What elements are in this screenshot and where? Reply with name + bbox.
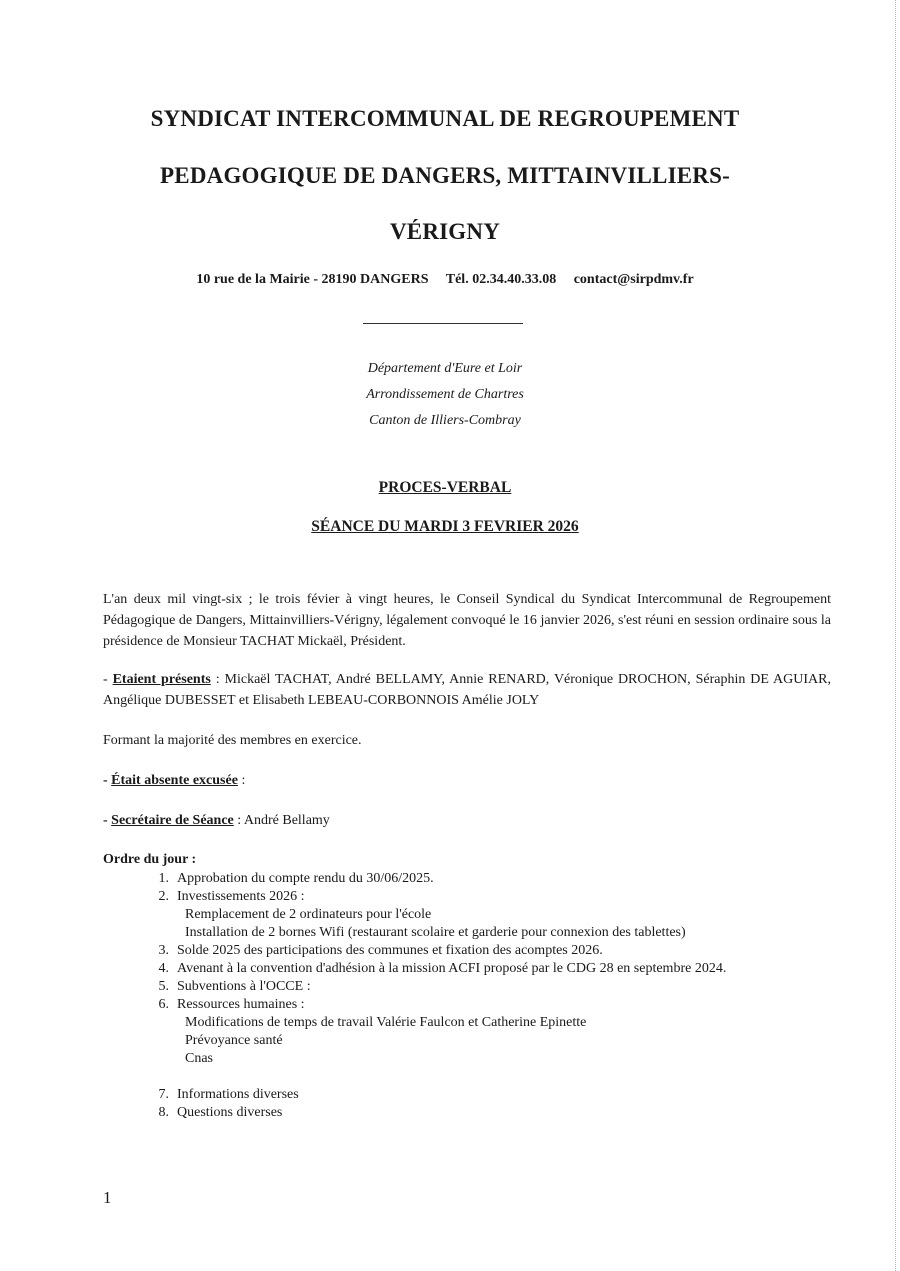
ordre-du-jour-title: Ordre du jour : — [103, 852, 197, 867]
agenda-subitem: Installation de 2 bornes Wifi (restaurant scolaire et garderie pour connexion des tablettes) — [185, 925, 686, 940]
absente-label: Était absente excusée — [111, 773, 238, 788]
address: 10 rue de la Mairie - 28190 DANGERS — [196, 272, 429, 287]
agenda-subitem: Remplacement de 2 ordinateurs pour l'école — [185, 907, 432, 922]
email: contact@sirpdmv.fr — [573, 272, 694, 287]
agenda-num: 3. — [158, 943, 169, 958]
agenda-item-6 — [103, 996, 831, 1014]
agenda-item-5 — [103, 978, 831, 996]
presents-text: : Mickaël TACHAT, André BELLAMY, Annie RENARD, Véronique DROCHON, Séraphin DE AGUIAR, Angélique DUBESSET et Elisabeth LEBEAU-CORBONNOIS Amélie JOLY — [103, 672, 831, 708]
agenda-num: 6. — [158, 997, 169, 1012]
agenda-item-7 — [103, 1086, 831, 1104]
intro-paragraph: L'an deux mil vingt-six ; le trois févier à vingt heures, le Conseil Syndical du Syndicat Intercommunal de Regroupement Pédagogique de Dangers, Mittainvilliers-Vérigny, légalement convoqué le 16 janvier 2026, s'est réuni en session ordinaire sous la présidence de Monsieur TACHAT Mickaël, Président. — [103, 592, 831, 649]
agenda-label: Ressources humaines : — [177, 997, 305, 1012]
absente-line — [103, 773, 245, 789]
title-line-3: VÉRIGNY — [389, 219, 501, 244]
majorite-line: Formant la majorité des membres en exercice. — [103, 733, 362, 748]
agenda-num: 1. — [158, 871, 169, 886]
presents-prefix: - — [103, 672, 113, 687]
agenda-label: Subventions à l'OCCE : — [177, 979, 311, 994]
heading-proces-verbal: PROCES-VERBAL — [378, 479, 512, 496]
presents-label: Etaient présents — [112, 672, 211, 687]
phone: Tél. 02.34.40.33.08 — [445, 272, 557, 287]
agenda-num: 5. — [158, 979, 169, 994]
absente-text: : — [237, 773, 246, 788]
agenda-subitem: Cnas — [185, 1051, 213, 1066]
agenda-num: 8. — [158, 1105, 169, 1120]
agenda-num: 7. — [158, 1087, 169, 1102]
agenda-list — [103, 870, 831, 1122]
secretaire-text: : André Bellamy — [233, 813, 330, 828]
agenda-item-1 — [103, 870, 831, 888]
agenda-num: 4. — [158, 961, 169, 976]
canton: Canton de Illiers-Combray — [369, 413, 521, 428]
agenda-label: Questions diverses — [177, 1105, 283, 1120]
agenda-subitem: Modifications de temps de travail Valérie Faulcon et Catherine Epinette — [185, 1015, 587, 1030]
agenda-item-3 — [103, 942, 831, 960]
secretaire-prefix: - — [103, 813, 112, 828]
page-number: 1 — [103, 1188, 112, 1207]
heading-seance: SÉANCE DU MARDI 3 FEVRIER 2026 — [311, 518, 579, 535]
secretaire-line — [103, 813, 330, 829]
agenda-num: 2. — [158, 889, 169, 904]
agenda-label: Informations diverses — [177, 1087, 299, 1102]
arrondissement: Arrondissement de Chartres — [366, 387, 524, 402]
scan-edge-line — [894, 0, 896, 1271]
departement: Département d'Eure et Loir — [367, 361, 523, 376]
agenda-item-8 — [103, 1104, 831, 1122]
agenda-item-2 — [103, 888, 831, 906]
agenda-label: Approbation du compte rendu du 30/06/2025. — [177, 871, 434, 886]
agenda-item-4 — [103, 960, 831, 978]
agenda-label: Avenant à la convention d'adhésion à la mission ACFI proposé par le CDG 28 en septembre 2024. — [177, 961, 727, 976]
agenda-label: Solde 2025 des participations des communes et fixation des acomptes 2026. — [177, 943, 603, 958]
separator-rule — [363, 323, 523, 324]
agenda-subitem: Prévoyance santé — [185, 1033, 283, 1048]
title-line-2: PEDAGOGIQUE DE DANGERS, MITTAINVILLIERS- — [160, 163, 730, 188]
title-line-1: SYNDICAT INTERCOMMUNAL DE REGROUPEMENT — [150, 106, 740, 131]
agenda-label: Investissements 2026 : — [177, 889, 305, 904]
secretaire-label: Secrétaire de Séance — [111, 813, 234, 828]
presents-paragraph — [103, 669, 831, 711]
agenda-gap — [103, 1068, 831, 1086]
absente-prefix: - — [103, 773, 112, 788]
contact-line — [0, 272, 890, 288]
